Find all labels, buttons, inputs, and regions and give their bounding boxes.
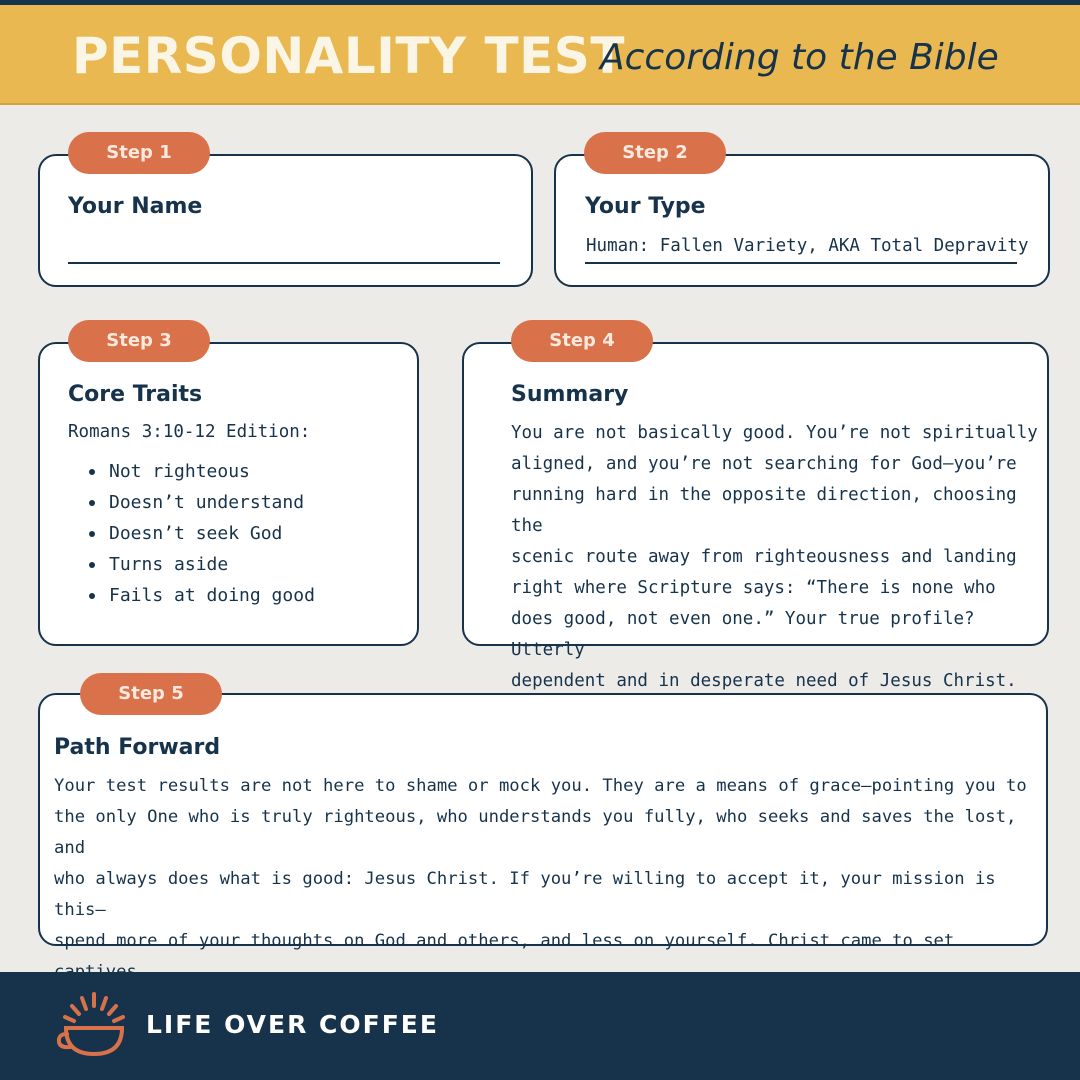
summary-line: does good, not even one.” Your true profile? Utterly <box>511 609 975 660</box>
coffee-cup-sunrise-icon <box>56 990 136 1065</box>
step-5-tab: Step 5 <box>80 673 222 715</box>
summary-text <box>511 418 1047 697</box>
step-4-title: Summary <box>511 382 629 407</box>
footer-bar <box>0 972 1080 1080</box>
edition-label: Romans 3:10-12 Edition: <box>68 422 311 442</box>
step-2-title: Your Type <box>585 194 706 219</box>
step-5-card <box>38 693 1048 951</box>
page-title: PERSONALITY TEST <box>72 27 625 85</box>
step-3-tab: Step 3 <box>68 320 210 362</box>
path-line: the only One who is truly righteous, who understands you fully, who seeks and saves the lost, and <box>54 807 1017 858</box>
step-4-card <box>462 342 1049 691</box>
step-1-tab: Step 1 <box>68 132 210 174</box>
step-2-tab: Step 2 <box>584 132 726 174</box>
traits-list <box>88 456 315 611</box>
step-3-card <box>38 342 419 646</box>
path-line: spend more of your thoughts on God and others, and less on yourself. Christ came to set <box>54 931 955 951</box>
type-value: Human: Fallen Variety, AKA Total Depravity <box>586 236 1029 256</box>
list-item: Doesn’t seek God <box>88 518 315 549</box>
summary-line: You are not basically good. You’re not spiritually <box>511 423 1038 443</box>
summary-line: dependent and in desperate need of Jesus Christ. <box>511 671 1017 691</box>
path-line: Your test results are not here to shame or mock you. They are a means of grace—pointing you to <box>54 776 1027 796</box>
summary-line: scenic route away from righteousness and landing <box>511 547 1017 567</box>
list-item: Turns aside <box>88 549 315 580</box>
page-subtitle: According to the Bible <box>600 37 999 78</box>
brand-name: LIFE OVER COFFEE <box>146 1010 439 1039</box>
step-3-title: Core Traits <box>68 382 203 407</box>
path-line: who always does what is good: Jesus Christ. If you’re willing to accept it, your mission is this— <box>54 869 996 920</box>
list-item: Fails at doing good <box>88 580 315 611</box>
name-fill-line[interactable] <box>68 262 500 264</box>
summary-line: aligned, and you’re not searching for God—you’re <box>511 454 1017 474</box>
step-4-tab: Step 4 <box>511 320 653 362</box>
header-banner <box>0 5 1080 105</box>
step-5-title: Path Forward <box>54 735 221 760</box>
type-fill-line <box>585 262 1017 264</box>
list-item: Doesn’t understand <box>88 487 315 518</box>
list-item: Not righteous <box>88 456 315 487</box>
summary-line: running hard in the opposite direction, choosing the <box>511 485 1017 536</box>
summary-line: right where Scripture says: “There is none who <box>511 578 996 598</box>
step-1-title: Your Name <box>68 194 203 219</box>
